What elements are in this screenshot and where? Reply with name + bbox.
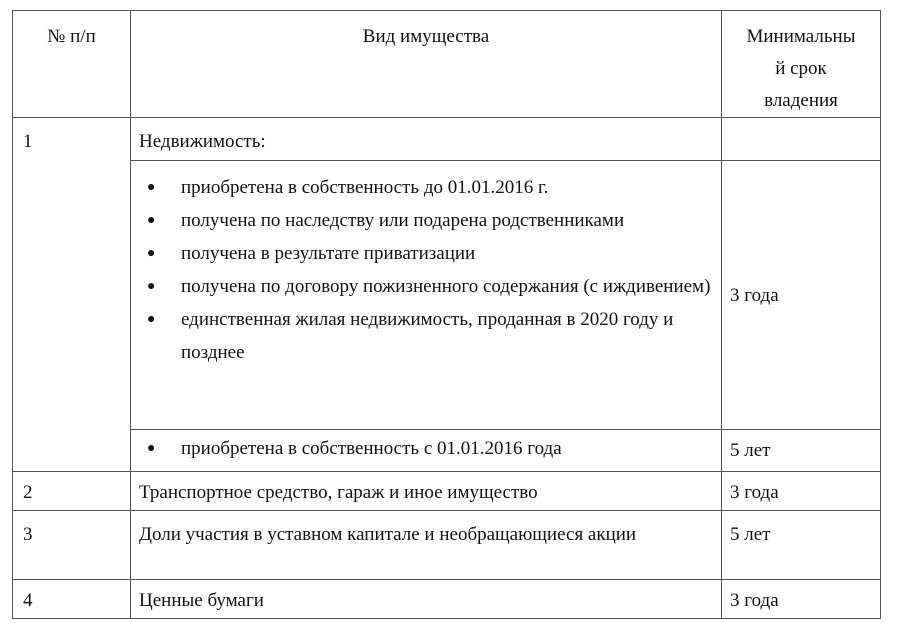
bullet-list bbox=[139, 435, 715, 463]
row-term: 5 лет bbox=[722, 511, 881, 580]
table-row bbox=[13, 430, 881, 472]
bullet-icon: ● bbox=[147, 180, 156, 195]
row-term: 5 лет bbox=[722, 430, 881, 472]
row-title: Ценные бумаги bbox=[131, 580, 722, 619]
table-row bbox=[13, 511, 881, 580]
list-item: ● приобретена в собственность до 01.01.2016 г. bbox=[139, 171, 715, 204]
row-title: Транспортное средство, гараж и иное имущество bbox=[131, 472, 722, 511]
property-ownership-table bbox=[12, 10, 881, 619]
list-item: ● получена в результате приватизации bbox=[139, 237, 715, 270]
list-item: ● получена по наследству или подарена родственниками bbox=[139, 204, 715, 237]
row-number: 2 bbox=[13, 472, 131, 511]
bullet-icon: ● bbox=[147, 441, 156, 456]
row-number: 3 bbox=[13, 511, 131, 580]
row-number: 4 bbox=[13, 580, 131, 619]
table-row bbox=[13, 161, 881, 430]
header-num: № п/п bbox=[13, 11, 131, 118]
table-header-row bbox=[13, 11, 881, 118]
bullet-icon: ● bbox=[147, 279, 156, 294]
bullet-list-cell bbox=[131, 161, 722, 430]
table-row bbox=[13, 118, 881, 161]
header-term-full bbox=[0, 0, 1, 1]
bullet-icon: ● bbox=[147, 246, 156, 261]
bullet-icon: ● bbox=[147, 312, 156, 327]
list-item: ● приобретена в собственность с 01.01.2016 года bbox=[139, 435, 715, 463]
header-min-term bbox=[722, 11, 881, 118]
header-property-kind: Вид имущества bbox=[131, 11, 722, 118]
row-term: 3 года bbox=[722, 161, 881, 430]
row-number: 1 bbox=[13, 118, 131, 472]
bullet-icon: ● bbox=[147, 213, 156, 228]
row-title: Доли участия в уставном капитале и необращающиеся акции bbox=[131, 511, 722, 580]
row-term-empty bbox=[722, 118, 881, 161]
table-row bbox=[13, 472, 881, 511]
table-row bbox=[13, 580, 881, 619]
header-term-line: владения bbox=[764, 90, 838, 111]
header-term-line: й срок bbox=[775, 58, 827, 79]
bullet-list bbox=[139, 169, 715, 369]
list-item: ● единственная жилая недвижимость, проданная в 2020 году и позднее bbox=[139, 303, 715, 369]
row-term: 3 года bbox=[722, 580, 881, 619]
row-term: 3 года bbox=[722, 472, 881, 511]
row-title: Недвижимость: bbox=[131, 118, 722, 161]
header-term-line: Минимальны bbox=[746, 26, 856, 47]
bullet-list-cell bbox=[131, 430, 722, 472]
list-item: ● получена по договору пожизненного содержания (с иждивением) bbox=[139, 270, 715, 303]
